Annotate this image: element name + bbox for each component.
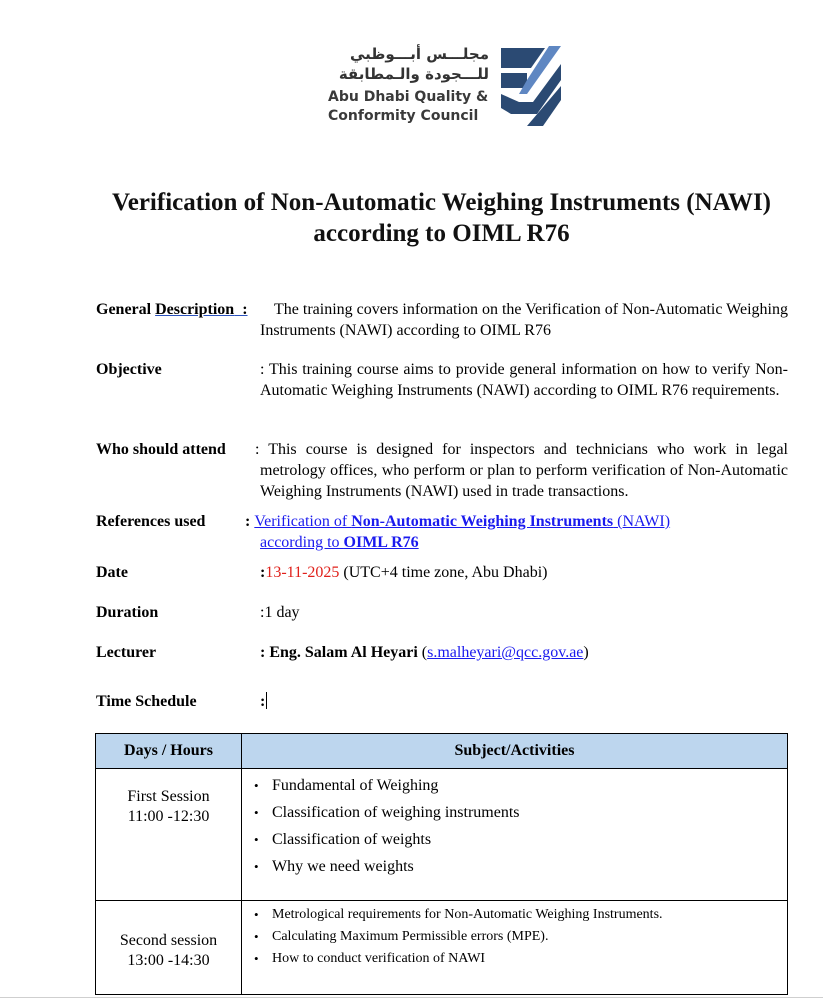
- table-header-row: [96, 734, 788, 769]
- list-item: • Fundamental of Weighing: [242, 772, 787, 799]
- table-row: [96, 901, 788, 995]
- list-item: • Calculating Maximum Permissible errors (MPE).: [242, 926, 787, 948]
- header-days-hours: Days / Hours: [96, 734, 242, 769]
- activities-list: [242, 772, 787, 880]
- ref-link-part2: Non-Automatic Weighing Instruments: [351, 513, 614, 530]
- council-logo: [325, 42, 565, 130]
- attend-label: Who should attend: [96, 441, 226, 458]
- session-cell: [96, 901, 242, 995]
- date-text: [260, 562, 547, 583]
- session-time: 13:00 -14:30: [127, 952, 210, 969]
- date-suffix: (UTC+4 time zone, Abu Dhabi): [339, 564, 548, 581]
- date-colon: :: [260, 564, 266, 581]
- date-label: Date: [96, 564, 128, 581]
- general-label-suffix: :: [234, 301, 248, 318]
- time-schedule-label: Time Schedule: [96, 693, 197, 710]
- general-description-text: [260, 299, 788, 341]
- list-item: • Classification of weights: [242, 826, 787, 853]
- schedule-table: [95, 733, 788, 995]
- logo-arabic-line2: للـــجودة والـمطابقة: [338, 65, 489, 83]
- lecturer-name: Eng. Salam Al Heyari: [269, 644, 418, 661]
- references-link-line2[interactable]: [260, 534, 419, 551]
- title-line1: Verification of Non-Automatic Weighing Instruments (NAWI): [111, 189, 772, 216]
- lecturer-text: [260, 642, 589, 663]
- general-label-prefix: General: [96, 301, 156, 318]
- session-cell: [96, 769, 242, 901]
- logo-mark-icon: [497, 42, 563, 128]
- references-link[interactable]: [254, 513, 670, 530]
- text-cursor: [266, 692, 267, 709]
- lecturer-label: Lecturer: [96, 644, 157, 661]
- lecturer-prefix: :: [260, 644, 270, 661]
- lecturer-email-link[interactable]: s.malheyari@qcc.gov.ae: [427, 644, 584, 661]
- time-schedule-colon[interactable]: [260, 691, 267, 712]
- duration-label: Duration: [96, 604, 159, 621]
- list-item: • Metrological requirements for Non-Automatic Weighing Instruments.: [242, 904, 787, 926]
- logo-arabic-line1: مجلـــس أبـــوظبي: [349, 45, 489, 63]
- schedule-colon: :: [260, 693, 266, 710]
- session-name: First Session: [127, 788, 210, 805]
- attend-text: : This course is designed for inspectors and technicians who work in legal metrology offices, who perform or plan to perform verification of Non-Automatic Weighing Instruments (NAWI) used in trade transactions.: [255, 441, 788, 500]
- general-description-label: [96, 299, 248, 320]
- page-bottom-divider: [0, 997, 823, 998]
- session-name: Second session: [119, 932, 218, 949]
- activities-cell: [242, 769, 788, 901]
- general-text-value: The training covers information on the Verification of Non-Automatic Weighing Instruments (NAWI) according to OIML R76: [260, 301, 788, 339]
- lecturer-close-paren: ): [583, 644, 589, 661]
- session-time: 11:00 -12:30: [127, 808, 210, 825]
- activities-cell: [242, 901, 788, 995]
- duration-value: :1 day: [260, 604, 300, 621]
- references-label: References used: [96, 513, 206, 530]
- ref-link-part5: OIML R76: [343, 534, 419, 551]
- list-item: • Why we need weights: [242, 853, 787, 880]
- date-value: 13-11-2025: [265, 564, 340, 581]
- objective-label: Objective: [96, 361, 162, 378]
- ref-link-part3: (NAWI): [613, 513, 671, 530]
- lecturer-open-paren: (: [417, 644, 428, 661]
- activities-list: [242, 904, 787, 970]
- header-subject-activities: Subject/Activities: [242, 734, 788, 769]
- ref-link-part1: Verification of: [254, 513, 352, 530]
- general-label-word: Description: [155, 301, 235, 318]
- ref-link-part4: according to: [260, 534, 344, 551]
- list-item: • How to conduct verification of NAWI: [242, 948, 787, 970]
- references-colon: :: [245, 513, 255, 530]
- table-row: [96, 769, 788, 901]
- logo-english-line1: Abu Dhabi Quality &: [328, 89, 489, 105]
- list-item: • Classification of weighing instruments: [242, 799, 787, 826]
- logo-english-line2: Conformity Council: [328, 108, 479, 124]
- objective-text: : This training course aims to provide general information on how to verify Non-Automatic Weighing Instruments (NAWI) according to OIML R76 requirements.: [260, 361, 788, 399]
- references-text: [245, 511, 785, 553]
- document-title: [60, 187, 823, 249]
- title-line2: according to OIML R76: [313, 220, 570, 247]
